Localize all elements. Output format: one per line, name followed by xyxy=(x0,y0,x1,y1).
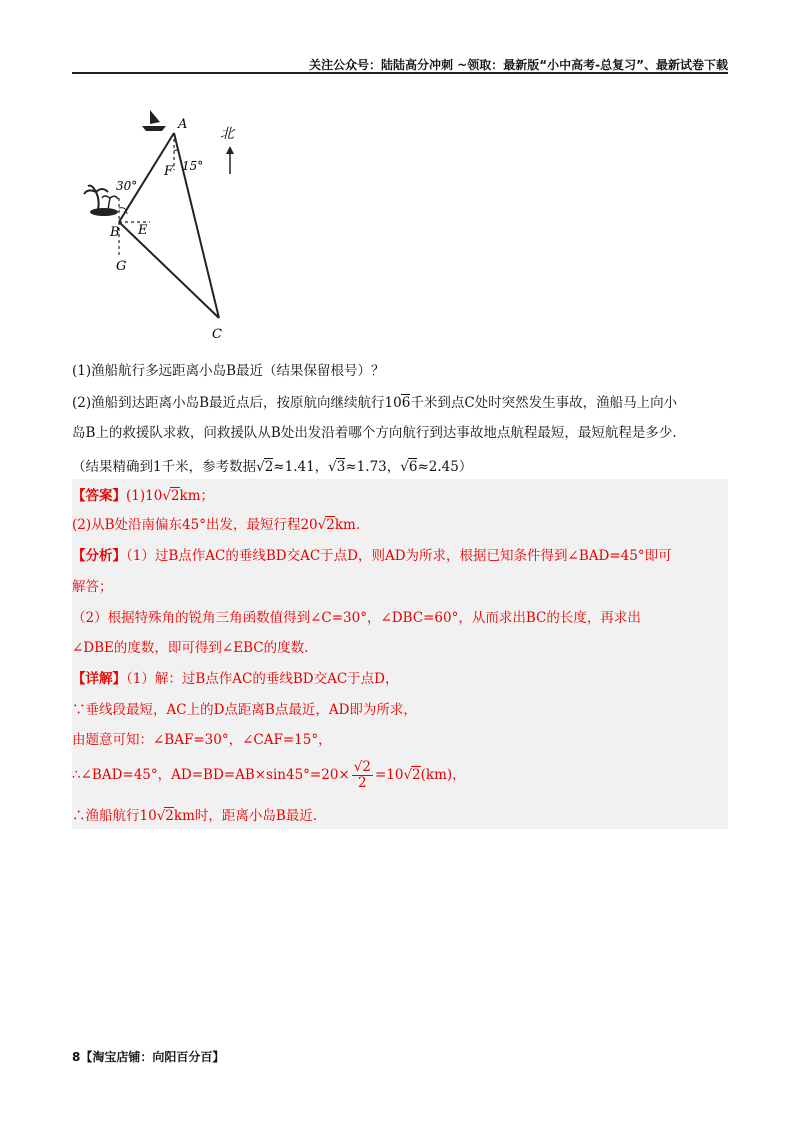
angle-15-label: 15° xyxy=(182,159,204,173)
analysis-line-4: ∠DBE的度数，即可得到∠EBC的度数. xyxy=(72,640,309,656)
detail-line-3: 由题意可知：∠BAF=30°，∠CAF=15°， xyxy=(72,732,332,748)
question-2-line-3: （结果精确到1千米，参考数据√2≈1.41，√3≈1.73，√6≈2.45） xyxy=(72,459,473,475)
label-b: B xyxy=(110,225,120,240)
label-e: E xyxy=(138,223,148,238)
north-label: 北 xyxy=(220,126,234,142)
question-2-line-1: (2)渔船到达距离小岛B最近点后，按原航向继续航行106千米到点C处时突然发生事故，渔船马上向小 xyxy=(72,395,678,411)
page-header: 关注公众号：陆陆高分冲刺 ~领取：最新版“小中高考-总复习”、最新试卷下载 xyxy=(309,58,728,72)
analysis-line-2: 解答； xyxy=(72,579,113,595)
detail-line-2: ∵垂线段最短，AC上的D点距离B点最近，AD即为所求， xyxy=(72,702,417,718)
answer-line-2: (2)从B处沿南偏东45°出发，最短行程20√2km. xyxy=(72,517,361,533)
label-g: G xyxy=(116,259,127,274)
label-a: A xyxy=(178,117,188,132)
label-f: F xyxy=(164,164,174,179)
geometry-figure xyxy=(82,108,322,348)
detail-line-5: ∴渔船航行10√2km时，距离小岛B最近. xyxy=(72,808,318,824)
question-1: (1)渔船航行多远距离小岛B最近（结果保留根号）？ xyxy=(72,363,385,379)
detail-line-4: ∴∠BAD=45°，AD=BD=AB×sin45°=20× $\frac{√2}{2}$ =10√2(km)， xyxy=(72,759,466,791)
analysis-line-3: （2）根据特殊角的锐角三角函数值得到∠C=30°，∠DBC=60°，从而求出BC的长度，再求出 xyxy=(72,610,641,626)
detail-line-1: 【详解】（1）解：过B点作AC的垂线BD交AC于点D， xyxy=(72,671,399,687)
boat-icon xyxy=(142,110,166,131)
island-icon xyxy=(84,186,118,216)
analysis-line-1: 【分析】（1）过B点作AC的垂线BD交AC于点D，则AD为所求，根据已知条件得到∠BAD=45°即可 xyxy=(72,548,672,564)
label-c: C xyxy=(212,327,222,342)
angle-30-label: 30° xyxy=(116,179,138,193)
question-2-line-2: 岛B上的救援队求救，问救援队从B处出发沿着哪个方向航行到达事故地点航程最短，最短航程是多少. xyxy=(72,425,677,441)
answer-line-1: 【答案】(1)10√2km； xyxy=(72,488,214,504)
header-rule xyxy=(72,72,728,74)
page-footer: 8【淘宝店铺：向阳百分百】 xyxy=(72,1050,225,1064)
